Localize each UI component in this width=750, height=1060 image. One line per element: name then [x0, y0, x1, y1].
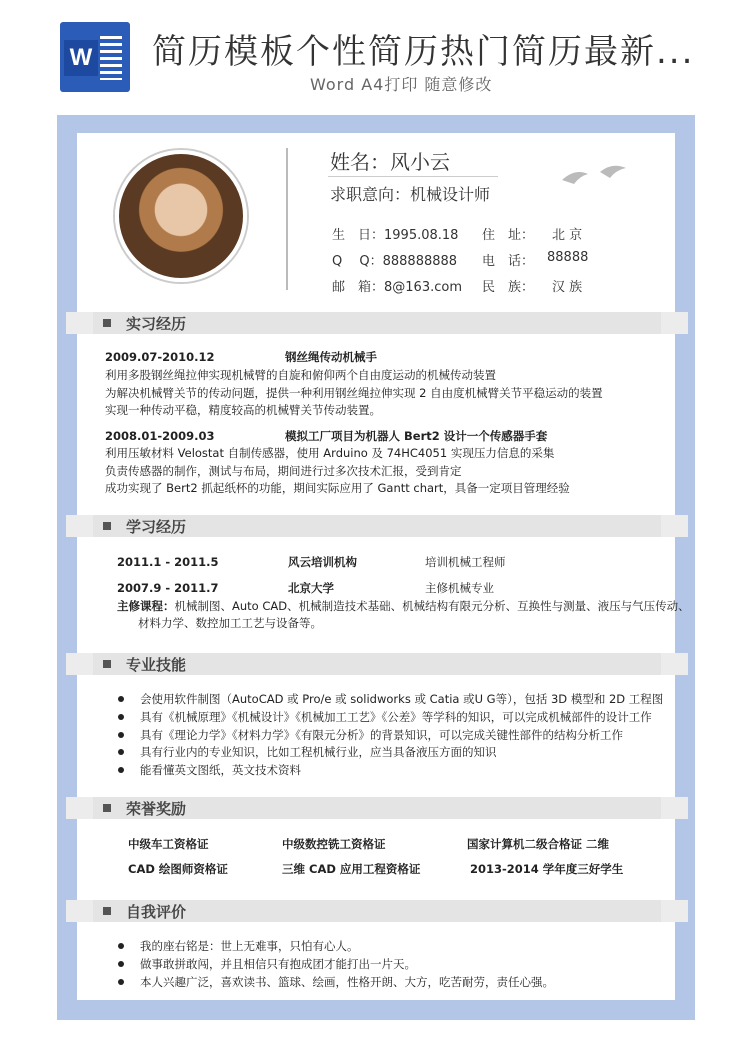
text: 荣誉奖励 [126, 800, 187, 818]
text: 国家计算机二级合格证 二维 [467, 837, 610, 851]
text: 2011.1 - 2011.5 [117, 555, 219, 569]
section-header-internship [66, 312, 688, 334]
job-intent: 求职意向：机械设计师 [330, 185, 491, 204]
section-header-skills [66, 653, 688, 675]
text: 学习经历 [126, 518, 187, 536]
text: 具有《机械原理》《机械设计》《机械加工工艺》《公差》等学科的知识，可以完成机械部件的设计工作 [140, 710, 652, 724]
bullet-icon [118, 979, 124, 985]
page-subtitle: Word A4打印 随意修改 [310, 75, 493, 94]
text: 主修课程：机械制图、Auto CAD、机械制造技术基础、机械结构有限元分析、互换性与测量、液压与气压传动、 [117, 599, 690, 613]
text [103, 804, 111, 812]
text: 2009.07-2010.12 [105, 350, 215, 364]
text: 实现一种传动平稳，精度较高的机械臂关节传动装置。 [105, 403, 381, 417]
text: 能看懂英文图纸，英文技术资料 [140, 763, 301, 777]
bullet-icon [118, 943, 124, 949]
text: 利用压敏材料 Velostat 自制传感器，使用 Arduino 及 74HC4051 实现压力信息的采集 [105, 446, 555, 460]
text: 风云培训机构 [288, 555, 357, 569]
divider [286, 148, 288, 290]
text [103, 319, 111, 327]
text: 三维 CAD 应用工程资格证 [282, 862, 421, 876]
bullet-icon [118, 732, 124, 738]
text: 主修机械专业 [425, 581, 494, 595]
text: 2007.9 - 2011.7 [117, 581, 219, 595]
bullet-icon [118, 714, 124, 720]
text: 2008.01-2009.03 [105, 429, 215, 443]
info-row: Q Q：888888888 电 话： 88888 [332, 250, 589, 269]
bullet-icon [118, 696, 124, 702]
text: 2013-2014 学年度三好学生 [470, 862, 624, 876]
word-icon: W [60, 22, 130, 92]
text: CAD 绘图师资格证 [128, 862, 228, 876]
text: 我的座右铭是：世上无难事，只怕有心人。 [140, 939, 359, 953]
bullet-icon [118, 961, 124, 967]
info-row: 生 日：1995.08.18 住 址： 北 京 [332, 228, 583, 243]
birds-icon [560, 160, 640, 190]
text: 中级数控铣工资格证 [282, 837, 386, 851]
bullet-icon [118, 767, 124, 773]
text [103, 660, 111, 668]
text: 钢丝绳传动机械手 [285, 350, 377, 364]
page-title: 简历模板个性简历热门简历最新... [152, 32, 695, 72]
text: 利用多股钢丝绳拉伸实现机械臂的自旋和俯仰两个自由度运动的机械传动装置 [105, 368, 496, 382]
info-row: 邮 箱：8@163.com 民 族： 汉 族 [332, 280, 583, 295]
text: 具有《理论力学》《材料力学》《有限元分析》的背景知识，可以完成关键性部件的结构分析工作 [140, 728, 623, 742]
text: 专业技能 [126, 656, 187, 674]
text: 负责传感器的制作，测试与布局，期间进行过多次技术汇报，受到肯定 [105, 464, 462, 478]
text: 实习经历 [126, 315, 187, 333]
text: 本人兴趣广泛，喜欢读书、篮球、绘画，性格开朗、大方，吃苦耐劳，责任心强。 [140, 975, 554, 989]
divider [328, 176, 498, 177]
text: 具有行业内的专业知识，比如工程机械行业，应当具备液压方面的知识 [140, 745, 497, 759]
text: 为解决机械臂关节的传动问题，提供一种利用钢丝绳拉伸实现 2 自由度机械臂关节平稳运动的装置 [105, 386, 603, 400]
text: 做事敢拼敢闯，并且相信只有抱成团才能打出一片天。 [140, 957, 416, 971]
text: 会使用软件制图（AutoCAD 或 Pro/e 或 solidworks 或 Catia 或U G等），包括 3D 模型和 2D 工程图 [140, 692, 664, 706]
text [103, 907, 111, 915]
avatar [115, 150, 247, 282]
text: 自我评价 [126, 903, 187, 921]
text [103, 522, 111, 530]
bullet-icon [118, 749, 124, 755]
name: 姓名：风小云 [330, 150, 450, 174]
text: 培训机械工程师 [425, 555, 506, 569]
section-header-awards [66, 797, 688, 819]
text: 成功实现了 Bert2 抓起纸杯的功能，期间实际应用了 Gantt chart，具备一定项目管理经验 [105, 481, 570, 495]
text: 北京大学 [288, 581, 334, 595]
text: 中级车工资格证 [128, 837, 209, 851]
text: 材料力学、数控加工工艺与设备等。 [138, 616, 322, 630]
text: 模拟工厂项目为机器人 Bert2 设计一个传感器手套 [285, 429, 548, 443]
section-header-self [66, 900, 688, 922]
section-header-education [66, 515, 688, 537]
